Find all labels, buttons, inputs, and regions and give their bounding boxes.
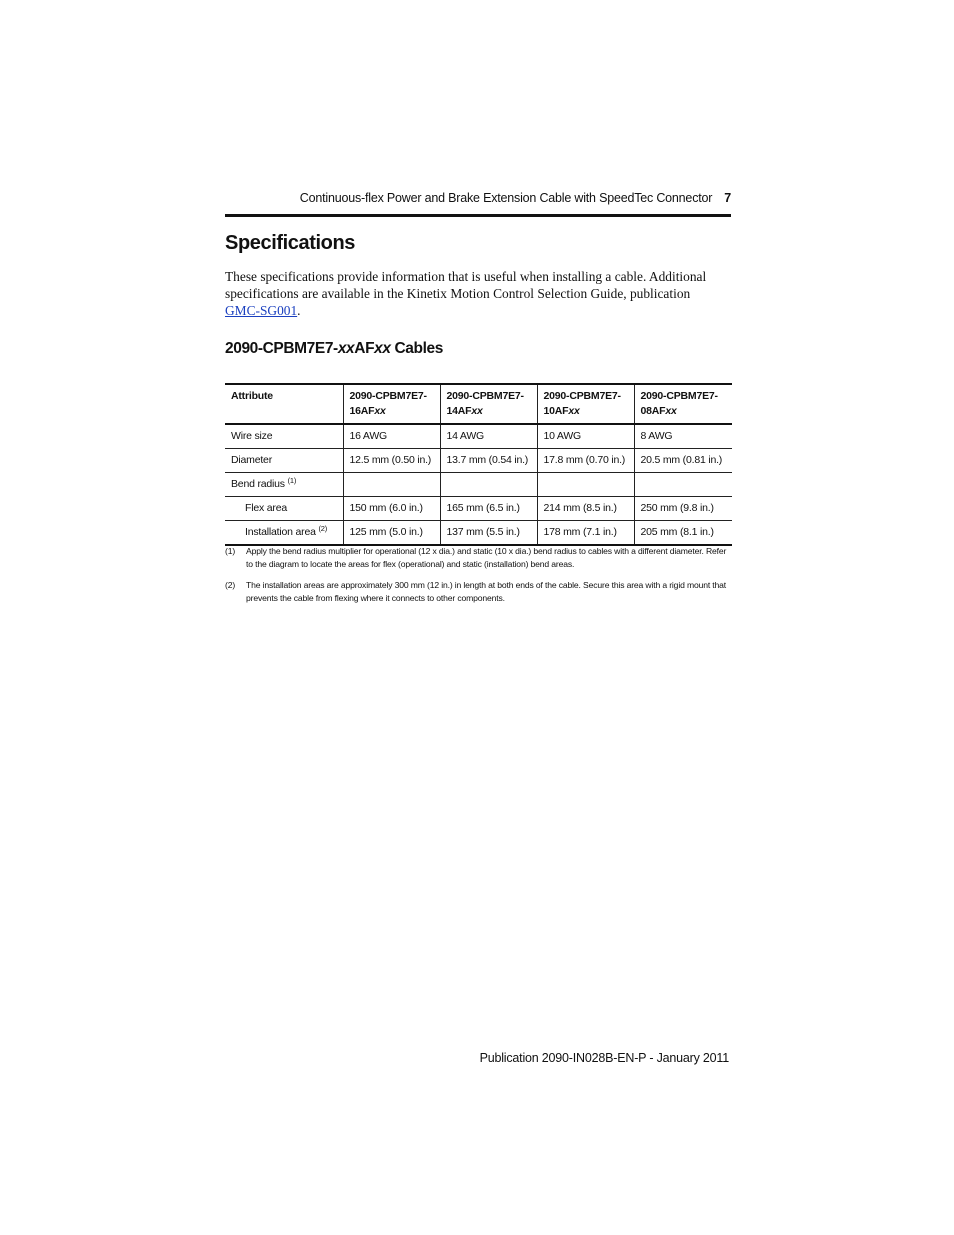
header-16af: [343, 384, 440, 424]
bend-radius-label: Bend radius: [231, 478, 285, 490]
cell-attribute: Flex area: [225, 497, 343, 521]
header-10af-line2: 10AF: [543, 405, 569, 417]
running-header: [225, 191, 731, 205]
table-cell: 12.5 mm (0.50 in.): [343, 449, 440, 473]
header-14af-line1: 2090-CPBM7E7-: [446, 390, 524, 402]
section-title-prefix: 2090-CPBM7E7-: [225, 340, 338, 357]
table-cell: 137 mm (5.5 in.): [440, 521, 537, 546]
table-cell: [537, 473, 634, 497]
header-16af-line2: 16AF: [349, 405, 375, 417]
table-cell: 205 mm (8.1 in.): [634, 521, 732, 546]
table-row-wire-size: [225, 424, 732, 449]
table-cell: 13.7 mm (0.54 in.): [440, 449, 537, 473]
intro-paragraph: [225, 268, 715, 319]
header-14af-xx: xx: [471, 405, 483, 417]
section-title-xx2: xx: [374, 340, 391, 357]
section-title-mid: AF: [354, 340, 375, 357]
cell-attribute: [225, 473, 343, 497]
table-cell: 8 AWG: [634, 424, 732, 449]
footnote-2: [225, 579, 730, 605]
table-row-installation-area: [225, 521, 732, 546]
table-row-bend-radius: [225, 473, 732, 497]
header-08af-xx: xx: [665, 405, 677, 417]
table-cell: 16 AWG: [343, 424, 440, 449]
section-title: [225, 340, 443, 358]
table-header-row: [225, 384, 732, 424]
table-cell: 20.5 mm (0.81 in.): [634, 449, 732, 473]
footnote-number: (1): [225, 546, 236, 556]
header-08af: [634, 384, 732, 424]
cell-attribute: Diameter: [225, 449, 343, 473]
table-cell: [343, 473, 440, 497]
table-cell: 17.8 mm (0.70 in.): [537, 449, 634, 473]
header-14af-line2: 14AF: [446, 405, 472, 417]
header-10af-xx: xx: [568, 405, 580, 417]
table-cell: 14 AWG: [440, 424, 537, 449]
table-cell: 250 mm (9.8 in.): [634, 497, 732, 521]
footnote-text: The installation areas are approximately 300 mm (12 in.) in length at both ends of the cable. Secure this area with a rigid mount that prevents the cable from flexing where it connects to other components.: [246, 580, 727, 603]
header-16af-line1: 2090-CPBM7E7-: [349, 390, 427, 402]
intro-text: These specifications provide information that is useful when installing a cable. Additional specifications are available in the Kinetix Motion Control Selection Guide, publication: [225, 269, 707, 301]
header-attribute: Attribute: [225, 384, 343, 424]
table-cell: [440, 473, 537, 497]
publication-footer: Publication 2090-IN028B-EN-P - January 2011: [479, 1051, 729, 1065]
header-10af: [537, 384, 634, 424]
table-cell: 165 mm (6.5 in.): [440, 497, 537, 521]
header-08af-line1: 2090-CPBM7E7-: [640, 390, 718, 402]
footnote-1: [225, 545, 730, 571]
cell-attribute: Wire size: [225, 424, 343, 449]
table-cell: 125 mm (5.0 in.): [343, 521, 440, 546]
section-title-suffix: Cables: [390, 340, 443, 357]
header-08af-line2: 08AF: [640, 405, 666, 417]
footnote-number: (2): [225, 580, 236, 590]
spec-table: [225, 383, 732, 546]
table-cell: [634, 473, 732, 497]
gmc-sg001-link[interactable]: GMC-SG001: [225, 303, 298, 318]
header-rule: [225, 214, 731, 217]
table-cell: 178 mm (7.1 in.): [537, 521, 634, 546]
installation-area-label: Installation area: [245, 526, 316, 538]
table-cell: 214 mm (8.5 in.): [537, 497, 634, 521]
section-title-xx1: xx: [337, 340, 355, 357]
header-10af-line1: 2090-CPBM7E7-: [543, 390, 621, 402]
footnote-ref-2: (2): [318, 524, 328, 533]
header-14af: [440, 384, 537, 424]
page-title: Specifications: [225, 232, 355, 254]
footnote-ref-1: (1): [287, 476, 297, 485]
table-footnotes: [225, 545, 730, 613]
header-16af-xx: xx: [374, 405, 386, 417]
footnote-text: Apply the bend radius multiplier for operational (12 x dia.) and static (10 x dia.) bend radius to cables with a different diameter. Refer to the diagram to locate the areas for flex (operational) and static (installation) bend areas.: [246, 546, 727, 569]
running-header-title: Continuous-flex Power and Brake Extension Cable with SpeedTec Connector: [299, 191, 713, 205]
table-cell: 10 AWG: [537, 424, 634, 449]
table-cell: 150 mm (6.0 in.): [343, 497, 440, 521]
cell-attribute: [225, 521, 343, 546]
page-number: 7: [724, 191, 731, 205]
table-row-diameter: [225, 449, 732, 473]
table-row-flex-area: [225, 497, 732, 521]
intro-suffix: .: [297, 303, 301, 318]
